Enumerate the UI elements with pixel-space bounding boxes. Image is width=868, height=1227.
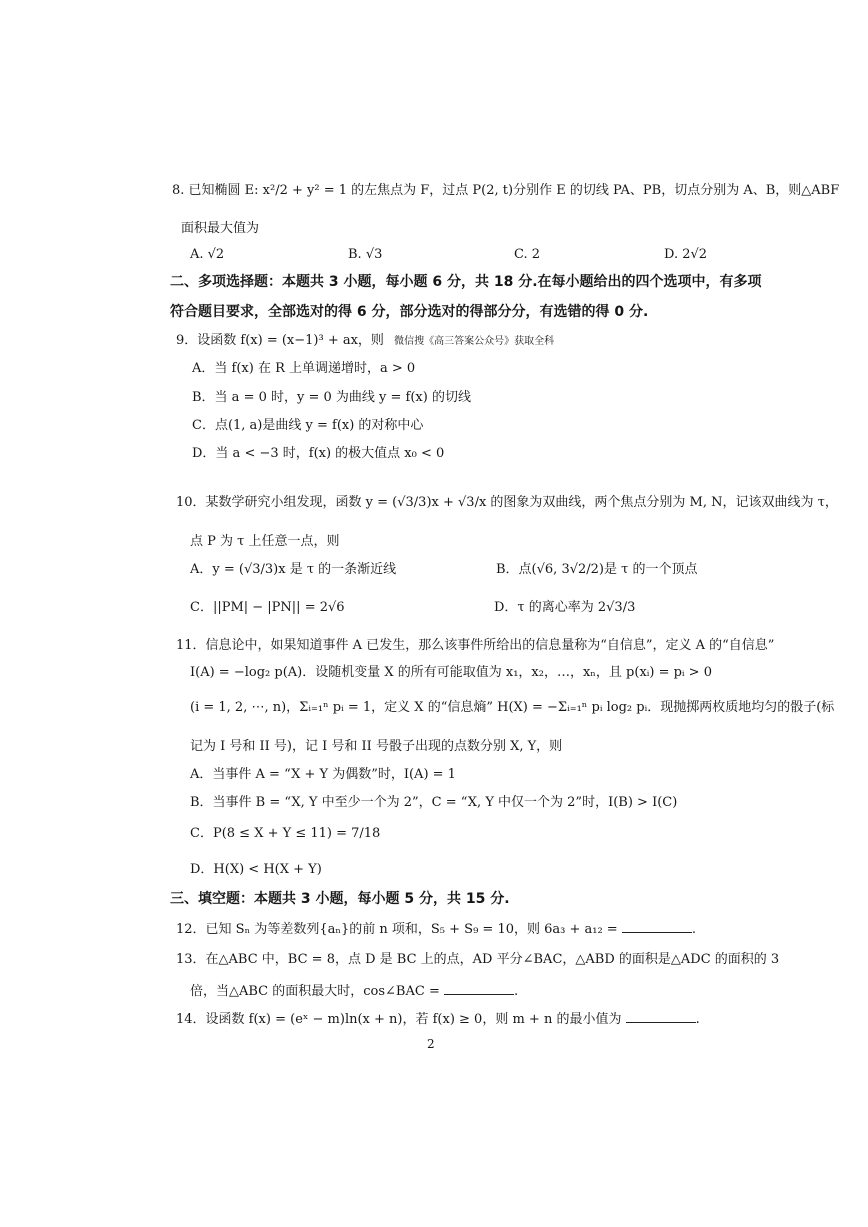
q8-stem-cont: 面积最大值为 [181, 221, 260, 236]
q14-text: 14．设函数 f(x) = (eˣ − m)ln(x + n)，若 f(x) ≥ 0，则 m + n 的最小值为 [176, 1012, 622, 1027]
q10-stem-cont: 点 P 为 τ 上任意一点，则 [190, 534, 340, 549]
q8-option-b: B. √3 [348, 247, 383, 262]
q9-stem-text: 9．设函数 f(x) = (x−1)³ + ax，则 [176, 333, 384, 348]
q12-answer-blank[interactable] [622, 920, 692, 933]
q11-option-b: B．当事件 B = “X, Y 中至少一个为 2”，C = “X, Y 中仅一个为 2”时，I(B) > I(C) [190, 795, 678, 810]
q9-option-d: D．当 a < −3 时，f(x) 的极大值点 x₀ < 0 [192, 446, 445, 461]
q11-line3: (i = 1, 2, ⋯, n)，Σᵢ₌₁ⁿ pᵢ = 1，定义 X 的“信息熵” H(X) = −Σᵢ₌₁ⁿ pᵢ log₂ pᵢ．现抛掷两枚质地均匀的骰子(标 [190, 700, 835, 715]
q10-stem: 10．某数学研究小组发现，函数 y = (√3/3)x + √3/x 的图象为双曲线，两个焦点分别为 M, N，记该双曲线为 τ， [176, 495, 838, 510]
q11-option-a: A．当事件 A = “X + Y 为偶数”时，I(A) = 1 [190, 767, 456, 782]
q10-option-d: D．τ 的离心率为 2√3/3 [494, 600, 636, 615]
q8-option-d: D. 2√2 [664, 247, 708, 262]
q13-answer-blank[interactable] [444, 982, 514, 995]
q13-line2 [190, 982, 518, 1000]
section2-heading-cont: 符合题目要求，全部选对的得 6 分，部分选对的得部分分，有选错的得 0 分. [170, 304, 649, 320]
q11-line1: 11．信息论中，如果知道事件 A 已发生，那么该事件所给出的信息量称为“自信息”，定义 A 的“自信息” [176, 638, 775, 653]
q12-line [176, 920, 696, 938]
q9-watermark: 微信搜《高三答案公众号》获取全科 [394, 336, 555, 347]
q14-answer-blank[interactable] [626, 1010, 696, 1023]
q9-option-c: C．点(1, a)是曲线 y = f(x) 的对称中心 [192, 418, 424, 433]
q9-stem [176, 333, 554, 349]
q11-option-d: D．H(X) < H(X + Y) [190, 862, 322, 877]
q10-option-a: A．y = (√3/3)x 是 τ 的一条渐近线 [190, 562, 397, 577]
section3-heading: 三、填空题：本题共 3 小题，每小题 5 分，共 15 分. [170, 891, 510, 907]
q13-text: 倍，当△ABC 的面积最大时，cos∠BAC = [190, 984, 440, 999]
q8-stem: 8. 已知椭圆 E: x²/2 + y² = 1 的左焦点为 F，过点 P(2, t)分别作 E 的切线 PA、PB，切点分别为 A、B，则△ABF [172, 183, 840, 198]
q8-option-c: C. 2 [514, 247, 541, 262]
q12-end: . [691, 922, 696, 937]
q14-end: . [695, 1012, 700, 1027]
q12-text: 12．已知 Sₙ 为等差数列{aₙ}的前 n 项和，S₅ + S₉ = 10，则 6a₃ + a₁₂ = [176, 922, 618, 937]
q10-option-b: B．点(√6, 3√2/2)是 τ 的一个顶点 [496, 562, 698, 577]
section2-heading: 二、多项选择题：本题共 3 小题，每小题 6 分，共 18 分.在每小题给出的四个选项中，有多项 [170, 274, 762, 290]
q9-option-b: B．当 a = 0 时，y = 0 为曲线 y = f(x) 的切线 [192, 390, 471, 405]
q11-option-c: C．P(8 ≤ X + Y ≤ 11) = 7/18 [190, 826, 381, 841]
q8-option-a: A. √2 [190, 247, 225, 262]
q13-line1: 13．在△ABC 中，BC = 8，点 D 是 BC 上的点，AD 平分∠BAC，△ABD 的面积是△ADC 的面积的 3 [176, 952, 780, 967]
q9-option-a: A．当 f(x) 在 R 上单调递增时，a > 0 [192, 361, 416, 376]
q11-line2: I(A) = −log₂ p(A)．设随机变量 X 的所有可能取值为 x₁，x₂，…，xₙ，且 p(xᵢ) = pᵢ > 0 [190, 665, 712, 680]
q13-end: . [514, 984, 519, 999]
q10-option-c: C．||PM| − |PN|| = 2√6 [190, 600, 345, 615]
q11-line4: 记为 I 号和 II 号)，记 I 号和 II 号骰子出现的点数分别 X, Y，则 [190, 739, 563, 754]
q14-line [176, 1010, 700, 1028]
page-number: 2 [427, 1037, 435, 1051]
